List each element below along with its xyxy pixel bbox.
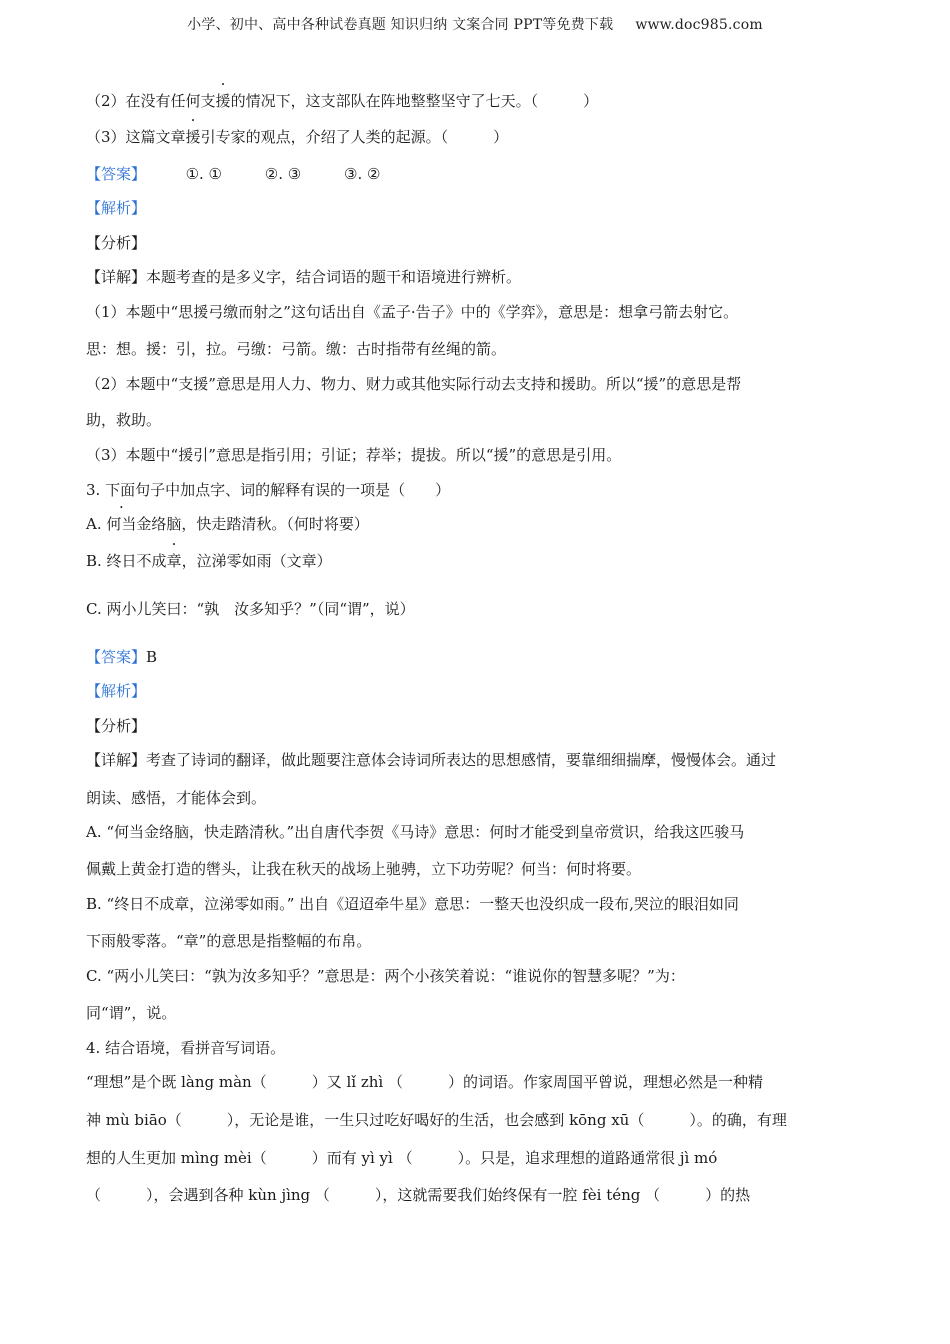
q4-line-4: （ ），会遇到各种 kùn jìng （ ），这就需要我们始终保有一腔 fèi téng （ ）的热 <box>86 1186 751 1204</box>
dotted-char: 章 <box>166 552 182 570</box>
dotted-char: 援 <box>215 92 231 110</box>
q3-explain-b2: 下雨般零落。“章”的意思是指整幅的布帛。 <box>86 932 372 950</box>
q2-para-1b: 思：想。援：引，拉。弓缴：弓箭。缴：古时指带有丝绳的箭。 <box>86 340 507 358</box>
q2-jiexi-tag: 【解析】 <box>86 199 147 217</box>
q3-answer <box>86 646 157 668</box>
page-header <box>0 14 950 34</box>
q3-explain-a2: 佩戴上黄金打造的辔头，让我在秋天的战场上驰骋，立下功劳呢？何当：何时将要。 <box>86 860 642 878</box>
q4-line-2: 神 mù biāo（ ），无论是谁，一生只过吃好喝好的生活，也会感到 kōng xū（ ）。的确，有理 <box>86 1111 787 1129</box>
q3-explain-b1: B. “终日不成章，泣涕零如雨。” 出自《迢迢牵牛星》意思：一整天也没织成一段布,哭泣的眼泪如同 <box>86 895 739 913</box>
answer-tag: 【答案】 <box>86 165 147 183</box>
q2-para-2b: 助，救助。 <box>86 411 162 429</box>
header-url[interactable]: www.doc985.com <box>635 17 763 33</box>
q2-para-3: （3）本题中“援引”意思是指引用；引证；荐举；提拔。所以“援”的意思是引用。 <box>86 446 622 464</box>
q4-stem: 4. 结合语境，看拼音写词语。 <box>86 1039 286 1057</box>
q2-para-2a: （2）本题中“支援”意思是用人力、物力、财力或其他实际行动去支持和援助。所以“援”的意思是帮 <box>86 375 742 393</box>
answer-item-1: ①. ① <box>185 165 223 183</box>
q3-detail-1: 【详解】考查了诗词的翻译，做此题要注意体会诗词所表达的思想感情，要靠细细揣摩，慢慢体会。通过 <box>86 751 777 769</box>
header-text: 小学、初中、高中各种试卷真题 知识归纳 文案合同 PPT等免费下载 <box>187 17 614 33</box>
q2-detail: 【详解】本题考查的是多义字，结合词语的题干和语境进行辨析。 <box>86 268 522 286</box>
answer-item-3: ③. ② <box>344 165 381 183</box>
q3-explain-c1: C. “两小儿笑曰：“孰为汝多知乎？”意思是：两个小孩笑着说：“谁说你的智慧多呢？”为： <box>86 967 685 985</box>
q3-option-c: C. 两小儿笑曰：“孰 汝多知乎？”（同“谓”，说） <box>86 600 415 618</box>
q2-item-3: （3）这篇文章援引专家的观点，介绍了人类的起源。（ ） <box>86 128 509 146</box>
q4-line-1: “理想”是个既 làng màn（ ）又 lǐ zhì （ ）的词语。作家周国平曾说，理想必然是一种精 <box>86 1073 763 1091</box>
q3-stem: 3. 下面句子中加点字、词的解释有误的一项是（ ） <box>86 481 451 499</box>
q3-option-a: A. 何当金络脑，快走踏清秋。（何时将要） <box>86 515 369 533</box>
q3-jiexi-tag: 【解析】 <box>86 682 147 700</box>
q3-explain-a1: A. “何当金络脑，快走踏清秋。”出自唐代李贺《马诗》意思：何时才能受到皇帝赏识，给我这匹骏马 <box>86 823 745 841</box>
q3-detail-2: 朗读、感悟，才能体会到。 <box>86 789 267 807</box>
q3-option-b: B. 终日不成章，泣涕零如雨（文章） <box>86 552 332 570</box>
q3-explain-c2: 同“谓”，说。 <box>86 1004 177 1022</box>
dotted-char: 援 <box>185 128 201 146</box>
q3-fenxi-tag: 【分析】 <box>86 717 147 735</box>
dotted-word: 何当 <box>106 515 137 533</box>
q2-fenxi-tag: 【分析】 <box>86 234 147 252</box>
q2-answer <box>86 163 418 185</box>
q4-line-3: 想的人生更加 mìng mèi（ ）而有 yì yì （ ）。只是，追求理想的道路通常很 jì mó <box>86 1149 718 1167</box>
q2-para-1a: （1）本题中“思援弓缴而射之”这句话出自《孟子·告子》中的《学弈》，意思是：想拿弓箭去射它。 <box>86 303 739 321</box>
q2-item-2: （2）在没有任何支援的情况下，这支部队在阵地整整坚守了七天。（ ） <box>86 92 599 110</box>
answer-value: B <box>146 648 158 666</box>
answer-tag: 【答案】 <box>86 648 147 666</box>
answer-item-2: ②. ③ <box>264 165 302 183</box>
